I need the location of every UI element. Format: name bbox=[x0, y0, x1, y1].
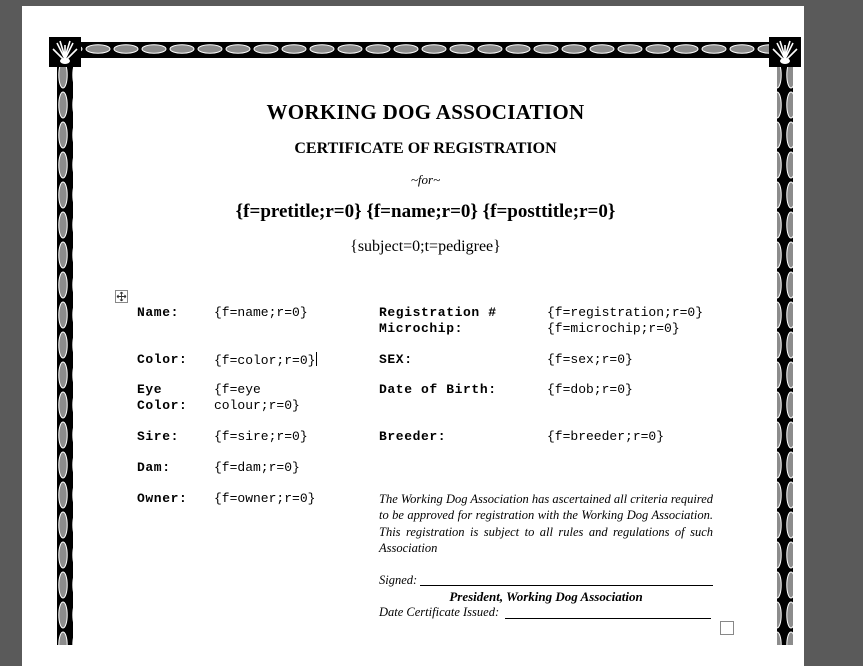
color-value-text: {f=color;r=0} bbox=[214, 353, 316, 368]
dam-value[interactable]: {f=dam;r=0} bbox=[214, 460, 300, 475]
checkbox[interactable] bbox=[720, 621, 734, 635]
signature-line bbox=[420, 585, 713, 586]
subject-field: {subject=0;t=pedigree} bbox=[350, 238, 501, 255]
dob-value[interactable]: {f=dob;r=0} bbox=[547, 382, 633, 397]
eye-value-line2[interactable]: colour;r=0} bbox=[214, 398, 300, 413]
president-label: President, Working Dog Association bbox=[449, 589, 643, 604]
owner-value[interactable]: {f=owner;r=0} bbox=[214, 491, 316, 506]
dob-label: Date of Birth: bbox=[379, 382, 497, 397]
eye-label-line2: Color: bbox=[137, 398, 188, 413]
name-label: Name: bbox=[137, 305, 180, 320]
sex-value[interactable]: {f=sex;r=0} bbox=[547, 352, 633, 367]
color-value[interactable] bbox=[214, 352, 317, 369]
registration-label: Registration # bbox=[379, 305, 497, 320]
org-title: WORKING DOG ASSOCIATION bbox=[266, 100, 585, 124]
eye-label-line1: Eye bbox=[137, 382, 163, 397]
color-label: Color: bbox=[137, 352, 188, 367]
ornament-icon bbox=[49, 37, 81, 67]
breeder-value[interactable]: {f=breeder;r=0} bbox=[547, 429, 665, 444]
microchip-value[interactable]: {f=microchip;r=0} bbox=[547, 321, 680, 336]
date-issued-line bbox=[505, 618, 711, 619]
dam-label: Dam: bbox=[137, 460, 171, 475]
registration-statement: The Working Dog Association has ascertained all criteria required to be approved for registration with the Working Dog Association. This registration is subject to all rules and regulations of such Association bbox=[379, 492, 713, 555]
eye-value-line1[interactable]: {f=eye bbox=[214, 382, 261, 397]
move-handle-icon[interactable] bbox=[115, 290, 128, 303]
owner-label: Owner: bbox=[137, 491, 188, 506]
name-value[interactable]: {f=name;r=0} bbox=[214, 305, 308, 320]
microchip-label: Microchip: bbox=[379, 321, 464, 336]
sex-label: SEX: bbox=[379, 352, 413, 367]
registration-value[interactable]: {f=registration;r=0} bbox=[547, 305, 704, 320]
breeder-label: Breeder: bbox=[379, 429, 447, 444]
dog-name-fields: {f=pretitle;r=0} {f=name;r=0} {f=posttitle;r=0} bbox=[235, 201, 616, 222]
ornament-icon bbox=[769, 37, 801, 67]
for-text: ~for~ bbox=[410, 172, 441, 187]
sire-value[interactable]: {f=sire;r=0} bbox=[214, 429, 308, 444]
date-issued-label: Date Certificate Issued: bbox=[379, 605, 500, 619]
certificate-title: CERTIFICATE OF REGISTRATION bbox=[294, 140, 557, 157]
text-cursor bbox=[316, 352, 317, 366]
signed-label: Signed: bbox=[379, 573, 418, 587]
sire-label: Sire: bbox=[137, 429, 180, 444]
